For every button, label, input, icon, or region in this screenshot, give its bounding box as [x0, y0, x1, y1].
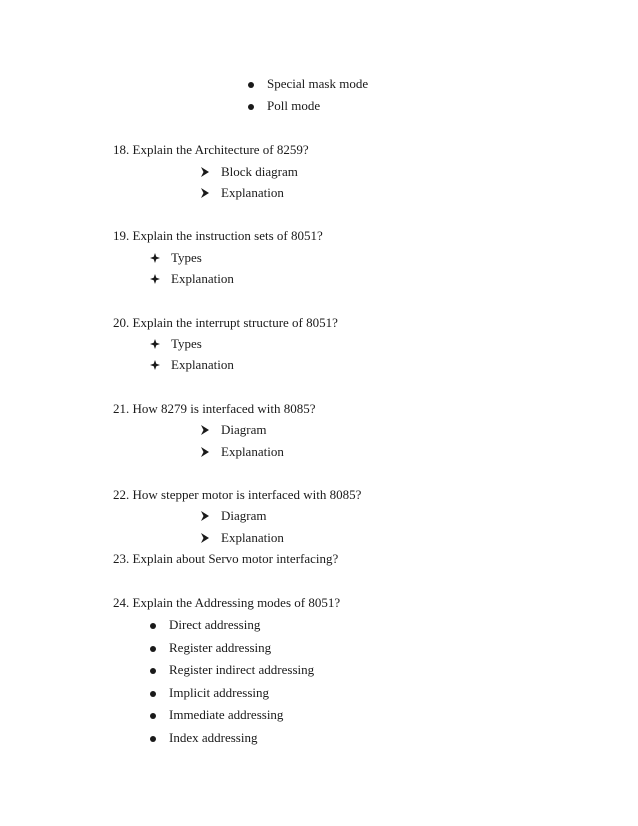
list-item-text: Diagram — [221, 508, 267, 523]
question-text: Explain the Architecture of 8259? — [132, 142, 309, 157]
list-item-text: Immediate addressing — [169, 707, 284, 722]
list-item — [200, 422, 266, 438]
list-item-text: Poll mode — [267, 98, 321, 113]
list-item — [148, 662, 314, 678]
list-item-text: Types — [171, 336, 202, 351]
question-number: 18. — [113, 142, 130, 157]
list-item — [148, 640, 271, 656]
diamond-bullet-icon — [150, 360, 160, 370]
arrow-bullet-icon — [200, 188, 210, 198]
arrow-bullet-icon — [200, 533, 210, 543]
question-22 — [113, 487, 361, 503]
list-item — [148, 730, 257, 746]
arrow-bullet-icon — [200, 425, 210, 435]
question-number: 22. — [113, 487, 130, 502]
list-item — [200, 185, 284, 201]
list-item-text: Explanation — [221, 444, 284, 459]
diamond-bullet-icon — [150, 253, 160, 263]
list-item-text: Register addressing — [169, 640, 272, 655]
question-18 — [113, 142, 309, 158]
question-23 — [113, 551, 338, 567]
list-item-text: Direct addressing — [169, 617, 261, 632]
bullet-icon — [148, 662, 158, 678]
list-item — [148, 685, 269, 701]
list-item — [148, 707, 283, 723]
question-number: 24. — [113, 595, 130, 610]
diamond-bullet-icon — [150, 339, 160, 349]
arrow-bullet-icon — [200, 511, 210, 521]
question-text: Explain the instruction sets of 8051? — [132, 228, 323, 243]
bullet-icon — [148, 730, 158, 746]
question-number: 21. — [113, 401, 130, 416]
question-text: How stepper motor is interfaced with 8085? — [132, 487, 362, 502]
question-text: Explain the Addressing modes of 8051? — [132, 595, 341, 610]
list-item — [200, 530, 284, 546]
question-number: 23. — [113, 551, 130, 566]
diamond-bullet-icon — [150, 274, 160, 284]
question-24 — [113, 595, 340, 611]
list-item-text: Explanation — [221, 530, 284, 545]
list-item — [150, 271, 234, 287]
bullet-icon — [148, 685, 158, 701]
list-item-text: Register indirect addressing — [169, 662, 315, 677]
question-number: 20. — [113, 315, 130, 330]
list-item — [200, 164, 298, 180]
list-item — [246, 98, 320, 114]
list-item-text: Explanation — [171, 357, 234, 372]
list-item-text: Implicit addressing — [169, 685, 270, 700]
list-item — [150, 357, 234, 373]
list-item-text: Types — [171, 250, 202, 265]
list-item-text: Explanation — [221, 185, 284, 200]
list-item — [150, 250, 202, 266]
question-20 — [113, 315, 338, 331]
bullet-icon — [148, 640, 158, 656]
list-item — [150, 336, 202, 352]
list-item — [200, 508, 266, 524]
list-item-text: Block diagram — [221, 164, 298, 179]
question-text: Explain the interrupt structure of 8051? — [132, 315, 338, 330]
list-item-text: Special mask mode — [267, 76, 369, 91]
arrow-bullet-icon — [200, 447, 210, 457]
list-item — [246, 76, 368, 92]
bullet-icon — [148, 617, 158, 633]
question-text: Explain about Servo motor interfacing? — [132, 551, 339, 566]
question-text: How 8279 is interfaced with 8085? — [132, 401, 316, 416]
list-item-text: Index addressing — [169, 730, 258, 745]
arrow-bullet-icon — [200, 167, 210, 177]
bullet-icon — [246, 98, 256, 114]
bullet-icon — [246, 76, 256, 92]
question-21 — [113, 401, 316, 417]
question-number: 19. — [113, 228, 130, 243]
question-19 — [113, 228, 323, 244]
list-item-text: Diagram — [221, 422, 267, 437]
list-item-text: Explanation — [171, 271, 234, 286]
bullet-icon — [148, 707, 158, 723]
list-item — [200, 444, 284, 460]
list-item — [148, 617, 260, 633]
